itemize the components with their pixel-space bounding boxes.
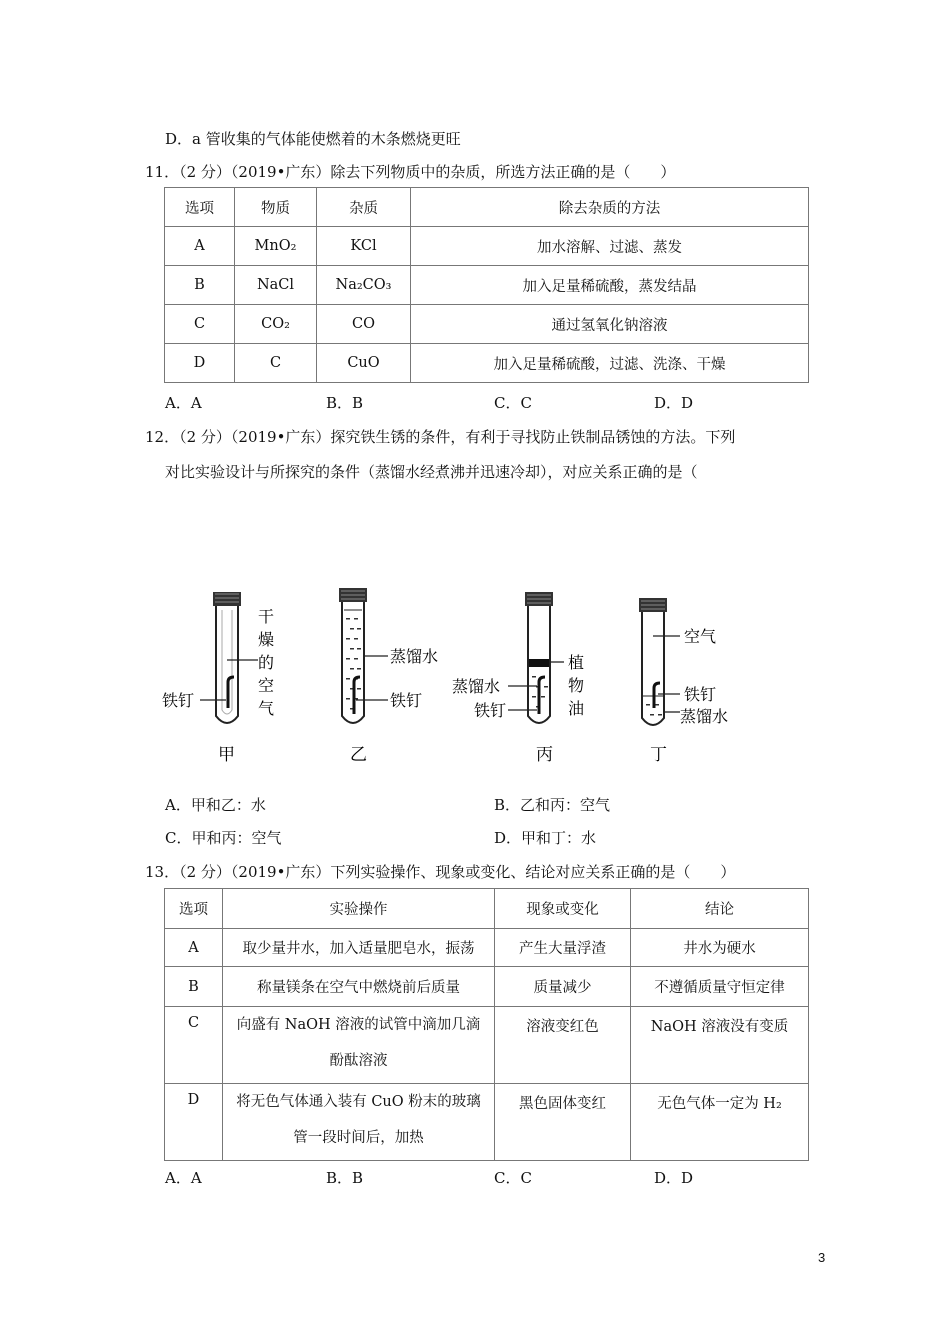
- jia-air-char: 气: [258, 699, 275, 718]
- cell-substance: CO₂: [235, 305, 317, 344]
- iron-rust-experiment-figure: [160, 580, 780, 770]
- cell-conclusion: NaOH 溶液没有变质: [631, 1007, 809, 1084]
- jia-air-char: 的: [258, 653, 275, 672]
- q11-option-a[interactable]: A．A: [165, 394, 202, 412]
- plant-oil-layer: [529, 659, 549, 667]
- q10-option-d: D．a 管收集的气体能使燃着的木条燃烧更旺: [165, 130, 461, 148]
- q12-option-d[interactable]: D．甲和丁：水: [494, 829, 597, 847]
- q11-option-c[interactable]: C．C: [494, 394, 532, 412]
- operation-line: 取少量井水，加入适量肥皂水，振荡: [242, 941, 475, 957]
- cell-option: B: [165, 266, 235, 305]
- table-row: [165, 1007, 809, 1084]
- table-header-row: [165, 188, 809, 227]
- q13-option-d[interactable]: D．D: [654, 1169, 694, 1187]
- cell-option: A: [165, 227, 235, 266]
- table-row: [165, 266, 809, 305]
- header-cell: 选项: [165, 889, 223, 929]
- cell-option: D: [165, 344, 235, 383]
- cell-impurity: Na₂CO₃: [317, 266, 411, 305]
- iron-nail-icon: [354, 677, 360, 714]
- bing-nail-label: 铁钉: [474, 701, 507, 720]
- table-row: [165, 1084, 809, 1161]
- cell-phenomenon: 溶液变红色: [495, 1007, 631, 1084]
- q12-stem-line2: 对比实验设计与所探究的条件（蒸馏水经煮沸并迅速冷却），对应关系正确的是（: [165, 463, 698, 481]
- cell-method: 通过氢氧化钠溶液: [411, 305, 809, 344]
- q11-option-d[interactable]: D．D: [654, 394, 694, 412]
- jia-nail-label: 铁钉: [162, 691, 195, 710]
- header-cell: 结论: [631, 889, 809, 929]
- ding-air-label: 空气: [684, 627, 717, 646]
- q13-option-c[interactable]: C．C: [494, 1169, 532, 1187]
- operation-line: 将无色气体通入装有 CuO 粉末的玻璃: [236, 1094, 481, 1110]
- operation-line: 称量镁条在空气中燃烧前后质量: [257, 980, 460, 996]
- header-cell: 实验操作: [223, 889, 495, 929]
- ding-nail-label: 铁钉: [684, 685, 717, 704]
- bing-oil-char: 植: [568, 653, 585, 672]
- cell-method: 加水溶解、过滤、蒸发: [411, 227, 809, 266]
- q11-stem: 11．（2 分）（2019•广东）除去下列物质中的杂质，所选方法正确的是（ ）: [145, 163, 676, 181]
- table-row: [165, 967, 809, 1007]
- ding-water-label: 蒸馏水: [680, 707, 729, 726]
- operation-line: 管一段时间后，加热: [293, 1130, 424, 1146]
- header-cell: 除去杂质的方法: [411, 188, 809, 227]
- cell-operation: [223, 967, 495, 1007]
- tube-bing: [452, 592, 584, 765]
- cell-phenomenon: 黑色固体变红: [495, 1084, 631, 1161]
- header-cell: 选项: [165, 188, 235, 227]
- cell-substance: MnO₂: [235, 227, 317, 266]
- q11-table: [164, 187, 809, 383]
- cell-impurity: KCl: [317, 227, 411, 266]
- q12-stem-line1: 12．（2 分）（2019•广东）探究铁生锈的条件，有利于寻找防止铁制品锈蚀的方法。下列: [145, 428, 736, 446]
- header-cell: 杂质: [317, 188, 411, 227]
- tube-yi: [339, 588, 438, 765]
- ding-label: 丁: [650, 745, 667, 765]
- cell-option: B: [165, 967, 223, 1007]
- table-row: [165, 344, 809, 383]
- cell-operation: [223, 1084, 495, 1161]
- q13-stem: 13．（2 分）（2019•广东）下列实验操作、现象或变化、结论对应关系正确的是（ ）: [145, 863, 736, 881]
- header-cell: 物质: [235, 188, 317, 227]
- operation-line: 酚酞溶液: [329, 1053, 388, 1069]
- table-row: [165, 227, 809, 266]
- q13-option-b[interactable]: B．B: [326, 1169, 364, 1187]
- page-number: 3: [818, 1250, 826, 1265]
- yi-nail-label: 铁钉: [390, 691, 423, 710]
- jia-air-char: 空: [258, 676, 275, 695]
- cell-method: 加入足量稀硫酸，过滤、洗涤、干燥: [411, 344, 809, 383]
- cell-substance: NaCl: [235, 266, 317, 305]
- bing-label: 丙: [536, 745, 553, 765]
- jia-air-char: 燥: [258, 630, 275, 649]
- jia-air-char: 干: [258, 607, 275, 626]
- q12-option-a[interactable]: A．甲和乙：水: [165, 796, 266, 814]
- cell-impurity: CuO: [317, 344, 411, 383]
- q12-option-c[interactable]: C．甲和丙：空气: [165, 829, 282, 847]
- cell-option: C: [165, 1007, 223, 1084]
- cell-conclusion: 无色气体一定为 H₂: [631, 1084, 809, 1161]
- tube-jia: [162, 592, 274, 765]
- table-row: [165, 305, 809, 344]
- cell-option: C: [165, 305, 235, 344]
- table-header-row: [165, 889, 809, 929]
- q12-option-b[interactable]: B．乙和丙：空气: [494, 796, 611, 814]
- iron-nail-icon: [539, 677, 545, 714]
- cell-operation: [223, 1007, 495, 1084]
- tube-ding: [639, 598, 728, 765]
- header-cell: 现象或变化: [495, 889, 631, 929]
- cell-phenomenon: 产生大量浮渣: [495, 929, 631, 967]
- cell-substance: C: [235, 344, 317, 383]
- q13-table: [164, 888, 809, 1161]
- q11-option-b[interactable]: B．B: [326, 394, 364, 412]
- cell-operation: [223, 929, 495, 967]
- cell-option: A: [165, 929, 223, 967]
- yi-label: 乙: [350, 745, 367, 765]
- cell-conclusion: 井水为硬水: [631, 929, 809, 967]
- cell-method: 加入足量稀硫酸，蒸发结晶: [411, 266, 809, 305]
- bing-water-label: 蒸馏水: [452, 677, 501, 696]
- q13-option-a[interactable]: A．A: [165, 1169, 202, 1187]
- jia-label: 甲: [218, 745, 235, 765]
- table-row: [165, 929, 809, 967]
- operation-line: 向盛有 NaOH 溶液的试管中滴加几滴: [236, 1017, 481, 1033]
- cell-option: D: [165, 1084, 223, 1161]
- iron-nail-icon: [228, 677, 234, 708]
- cell-impurity: CO: [317, 305, 411, 344]
- bing-oil-char: 油: [568, 699, 585, 718]
- yi-water-label: 蒸馏水: [390, 647, 439, 666]
- cell-conclusion: 不遵循质量守恒定律: [631, 967, 809, 1007]
- cell-phenomenon: 质量减少: [495, 967, 631, 1007]
- bing-oil-char: 物: [568, 676, 585, 695]
